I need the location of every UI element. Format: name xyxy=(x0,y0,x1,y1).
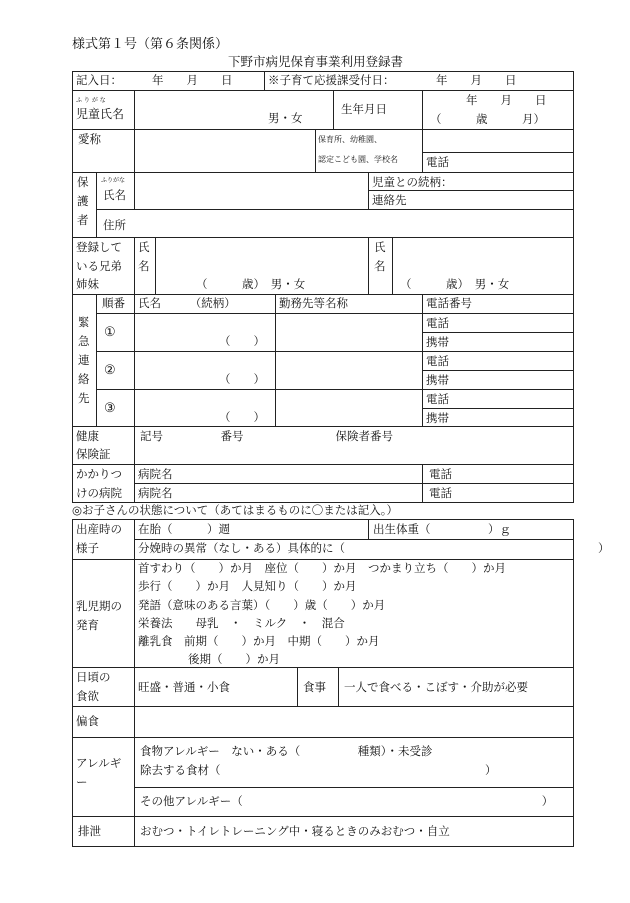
insurance-fields[interactable]: 記号 番号 保険者番号 xyxy=(140,429,393,443)
child-condition-note: ◎お子さんの状態について（あてはまるものに〇または記入。） xyxy=(72,503,399,517)
infancy-line-5[interactable]: 離乳食 前期（ ）か月 中期（ ）か月 xyxy=(138,634,380,648)
child-furigana-label: ふ り が な xyxy=(76,97,106,104)
guardian-address-label: 住所 xyxy=(103,218,126,232)
meal-label: 食事 xyxy=(303,680,326,694)
emergency-relation-1[interactable]: （ ） xyxy=(219,334,265,348)
sibling2-name-char2: 名 xyxy=(374,259,386,273)
picky-eating-label: 偏食 xyxy=(76,714,99,728)
guardian-label-2: 護 xyxy=(77,194,89,208)
emergency-head-workplace: 勤務先等名称 xyxy=(279,296,348,310)
school-label-line2: 認定こども園、学校名 xyxy=(318,155,398,164)
appetite-label-line1: 日頃の xyxy=(76,670,111,684)
child-name-field[interactable] xyxy=(136,92,330,112)
nickname-label: 愛称 xyxy=(78,132,101,146)
birth-label-line1: 出産時の xyxy=(76,522,122,536)
birth-label-line2: 様子 xyxy=(76,541,99,555)
child-name-label: 児童氏名 xyxy=(76,107,125,121)
emergency-head-phone: 電話番号 xyxy=(426,296,472,310)
hospital-phone-label-2: 電話 xyxy=(429,486,452,500)
emergency-number-1: ① xyxy=(104,325,116,340)
birth-date-field[interactable]: 年 月 日 xyxy=(466,93,547,107)
infancy-label-line2: 発育 xyxy=(76,618,99,632)
food-allergy-field[interactable]: 食物アレルギー ない・ある（ 種類）・未受診 xyxy=(140,744,433,758)
acceptance-date-field[interactable]: 年 月 日 xyxy=(436,73,517,87)
infancy-line-6[interactable]: 後期（ ）か月 xyxy=(188,652,280,666)
sibling1-name-char1: 氏 xyxy=(138,240,150,254)
infancy-label-line1: 乳児期の xyxy=(76,599,122,613)
emergency-relation-2[interactable]: （ ） xyxy=(219,372,265,386)
hospital-phone-label-1: 電話 xyxy=(429,467,452,481)
sibling2-name-char1: 氏 xyxy=(374,240,386,254)
birth-date-label: 生年月日 xyxy=(341,102,387,116)
appetite-label-line2: 食欲 xyxy=(76,689,99,703)
emergency-head-order: 順番 xyxy=(102,296,125,310)
emergency-phone-1: 電話 xyxy=(426,316,449,330)
child-sex-options[interactable]: 男・女 xyxy=(268,111,303,125)
guardian-label-3: 者 xyxy=(77,213,89,227)
removed-foods-field[interactable]: 除去する食材（ ） xyxy=(140,763,497,777)
emergency-label-5: 先 xyxy=(78,391,90,405)
infancy-line-2[interactable]: 歩行（ ）か月 人見知り（ ）か月 xyxy=(138,579,357,593)
emergency-number-2: ② xyxy=(104,363,116,378)
guardian-label-1: 保 xyxy=(77,175,89,189)
birth-weight-field[interactable]: 出生体重（ ）ｇ xyxy=(373,522,511,536)
emergency-mobile-1: 携帯 xyxy=(426,335,449,349)
allergy-label-line2: ー xyxy=(76,775,88,789)
guardian-furigana-label: ふりがな xyxy=(101,177,126,184)
hospital-name-label-2: 病院名 xyxy=(138,486,173,500)
form-number: 様式第１号（第６条関係） xyxy=(72,37,229,52)
other-allergy-field[interactable]: その他アレルギー（ ） xyxy=(140,794,554,808)
meal-options[interactable]: 一人で食べる・こぼす・介助が必要 xyxy=(344,680,528,694)
insurance-label-line1: 健康 xyxy=(76,429,99,443)
allergy-label-line1: アレルギ xyxy=(76,756,122,770)
hospital-label-line2: けの病院 xyxy=(76,486,122,500)
acceptance-date-label: ※子育て応援課受付日： xyxy=(268,73,395,87)
emergency-number-3: ③ xyxy=(104,401,116,416)
emergency-label-4: 絡 xyxy=(78,372,90,386)
infancy-line-1[interactable]: 首すわり（ ）か月 座位（ ）か月 つかまり立ち（ ）か月 xyxy=(138,561,506,575)
emergency-mobile-3: 携帯 xyxy=(426,411,449,425)
emergency-phone-2: 電話 xyxy=(426,354,449,368)
entry-date-field[interactable]: 年 月 日 xyxy=(152,73,233,87)
emergency-label-1: 緊 xyxy=(78,315,90,329)
emergency-label-3: 連 xyxy=(78,353,90,367)
emergency-relation-3[interactable]: （ ） xyxy=(219,410,265,424)
infancy-line-3[interactable]: 発語（意味のある言葉）（ ）歳（ ）か月 xyxy=(138,598,386,612)
emergency-mobile-2: 携帯 xyxy=(426,373,449,387)
sibling1-age-sex[interactable]: （ 歳） 男・女 xyxy=(196,277,306,291)
siblings-label-line3: 姉妹 xyxy=(76,277,99,291)
emergency-phone-3: 電話 xyxy=(426,392,449,406)
excretion-options[interactable]: おむつ・トイレトレーニング中・寝るときのみおむつ・自立 xyxy=(140,824,450,838)
emergency-label-2: 急 xyxy=(78,334,90,348)
emergency-head-name: 氏名 （続柄） xyxy=(138,296,236,310)
birth-age-field[interactable]: （ 歳 月） xyxy=(430,112,545,126)
entry-date-label: 記入日： xyxy=(76,73,122,87)
siblings-label-line1: 登録して xyxy=(76,240,122,254)
picky-eating-field[interactable] xyxy=(136,708,570,734)
school-phone-label: 電話 xyxy=(426,155,449,169)
nickname-field[interactable] xyxy=(136,131,312,169)
sibling1-name-char2: 名 xyxy=(138,259,150,273)
page-title: 下野市病児保育事業利用登録書 xyxy=(228,54,404,69)
guardian-relation-label: 児童との続柄： xyxy=(372,175,453,189)
hospital-name-label-1: 病院名 xyxy=(138,467,173,481)
guardian-name-label: 氏名 xyxy=(103,188,126,202)
school-label-line1: 保育所、幼稚園、 xyxy=(318,135,382,144)
insurance-label-line2: 保険証 xyxy=(76,447,111,461)
sibling2-age-sex[interactable]: （ 歳） 男・女 xyxy=(400,277,510,291)
delivery-abnormality-field[interactable]: 分娩時の異常（なし・ある）具体的に（ ） xyxy=(138,541,610,555)
excretion-label: 排泄 xyxy=(78,824,101,838)
appetite-options[interactable]: 旺盛・普通・小食 xyxy=(138,680,230,694)
hospital-label-line1: かかりつ xyxy=(76,467,122,481)
gestation-weeks-field[interactable]: 在胎（ ）週 xyxy=(138,522,230,536)
guardian-contact-label: 連絡先 xyxy=(372,193,407,207)
siblings-label-line2: いる兄弟 xyxy=(76,259,122,273)
infancy-line-4[interactable]: 栄養法 母乳 ・ ミルク ・ 混合 xyxy=(138,616,345,630)
